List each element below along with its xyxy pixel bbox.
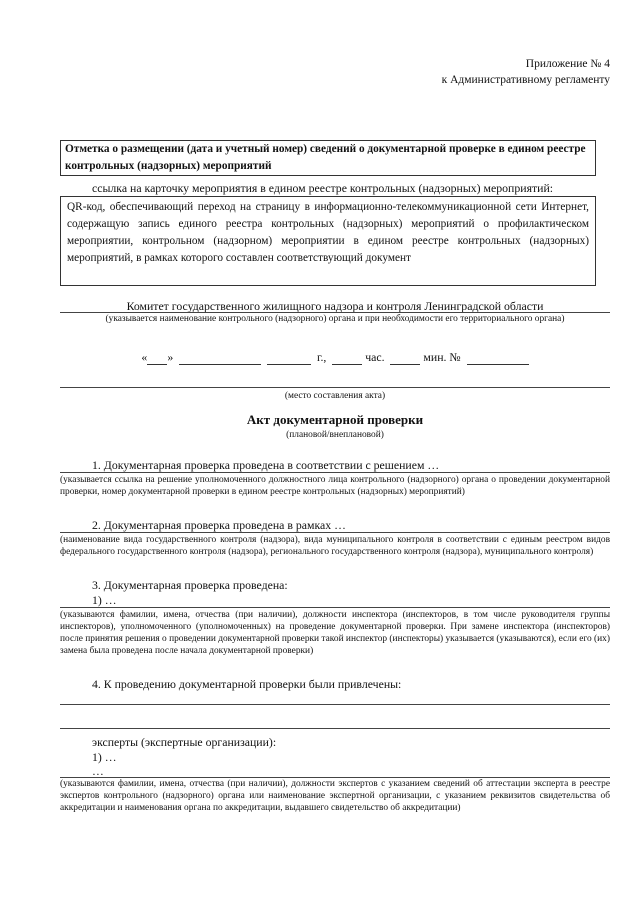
registry-mark-title: Отметка о размещении (дата и учетный номер) сведений о документарной проверке в едином реестре контрольных (надзорных) мероприятий: [65, 143, 586, 172]
section-3-line[interactable]: [60, 607, 610, 608]
experts-more: …: [92, 764, 104, 778]
experts-label: эксперты (экспертные организации):: [92, 735, 277, 749]
authority-hint: (указывается наименование контрольного (надзорного) органа и при необходимости его территориального органа): [105, 314, 565, 324]
date-open-quote: «: [141, 350, 148, 364]
hours-field[interactable]: [332, 352, 362, 365]
section-4-text: 4. К проведению документарной проверки были привлечены:: [92, 677, 402, 691]
date-close-quote: »: [167, 350, 174, 364]
section-2-text: 2. Документарная проверка проведена в рамках …: [92, 518, 346, 532]
section-4-line-1[interactable]: [60, 704, 610, 705]
day-field[interactable]: [147, 352, 167, 365]
experts-hint: (указываются фамилии, имена, отчества (при наличии), должности экспертов с указанием сведений об аттестации эксперта в реестре экспертов контрольного (надзорного) органа или наименование экспертной организации, с указанием реквизитов свидетельства об аккредитации и наименования органа по аккредитации, выдавшего свидетельство об аккредитации): [60, 779, 610, 813]
act-title: Акт документарной проверки: [246, 412, 424, 427]
authority-name: Комитет государственного жилищного надзора и контроля Ленинградской области: [126, 299, 544, 313]
minutes-label: мин. №: [423, 350, 461, 364]
section-3-hint: (указываются фамилии, имена, отчества (при наличии), должности инспектора (инспекторов, в том числе руководителя группы инспекторов), уполномоченного (уполномоченных) на проведение документарной проверки. При замене инспектора (инспекторов) после принятия решения о проведении документарной проверки такой инспектор (инспекторы) указывается (указываются), если его (их) замена была проведена после начала документарной проверки): [60, 610, 610, 656]
section-2-line[interactable]: [60, 532, 610, 533]
year-suffix: г.,: [316, 350, 327, 364]
appendix-line-1: Приложение № 4: [525, 58, 610, 70]
year-field[interactable]: [267, 352, 311, 365]
card-link-label: ссылка на карточку мероприятия в едином реестре контрольных (надзорных) мероприятий:: [92, 181, 554, 195]
place-line[interactable]: [60, 387, 610, 388]
appendix-header: [442, 56, 610, 88]
minutes-field[interactable]: [390, 352, 420, 365]
act-number-field[interactable]: [467, 352, 529, 365]
experts-item: 1) …: [92, 750, 117, 764]
qr-box-text: QR-код, обеспечивающий переход на страницу в информационно-телекоммуникационной сети Интернет, содержащую запись единого реестра контрольных (надзорных) мероприятий о профилактическом мероприятии, контрольном (надзорном) мероприятии в едином реестре контрольных (надзорных) мероприятий, в рамках которого составлен соответствующий документ: [67, 201, 589, 264]
section-1-line[interactable]: [60, 472, 610, 473]
registry-mark-box: [60, 140, 596, 176]
section-3-text: 3. Документарная проверка проведена:: [92, 578, 288, 592]
section-3-item: 1) …: [92, 593, 117, 607]
date-time-row: [60, 350, 610, 365]
section-4-line-2[interactable]: [60, 728, 610, 729]
hours-label: час.: [365, 350, 385, 364]
section-1-hint: (указывается ссылка на решение уполномоченного должностного лица контрольного (надзорного) органа о проведении документарной проверки, номер документарной проверки в едином реестре контрольных (надзорных) мероприятий): [60, 475, 610, 497]
place-hint: (место составления акта): [284, 391, 386, 401]
qr-box: [60, 196, 596, 286]
section-2-hint: (наименование вида государственного контроля (надзора), вида муниципального контроля в соответствии с единым реестром видов федерального государственного контроля (надзора), регионального государственного контроля (надзора), муниципального контроля): [60, 535, 610, 557]
appendix-line-2: к Административному регламенту: [441, 74, 610, 86]
month-field[interactable]: [179, 352, 261, 365]
act-subtitle: (плановой/внеплановой): [286, 430, 384, 440]
section-1-text: 1. Документарная проверка проведена в соответствии с решением …: [92, 458, 440, 472]
